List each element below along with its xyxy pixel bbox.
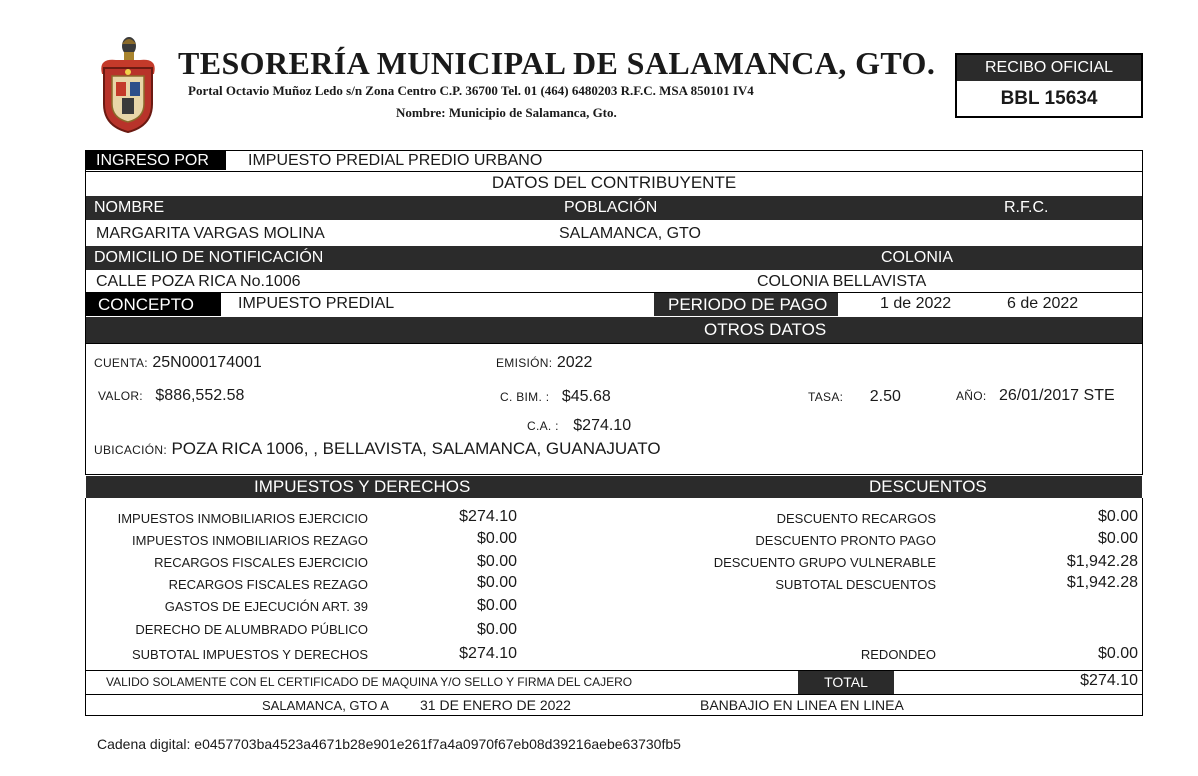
periodo-desde: 1 de 2022 [880, 295, 952, 312]
colonia-value: COLONIA BELLAVISTA [757, 273, 927, 290]
contribuyente-header-bar [86, 196, 1142, 220]
fecha-text: 31 DE ENERO DE 2022 [420, 697, 571, 713]
tasa-field [808, 388, 901, 406]
impuestos-descuentos-bar [86, 476, 1142, 498]
cbim-value: $45.68 [561, 388, 611, 405]
cbim-field [500, 388, 611, 406]
tasa-label: TASA: [808, 390, 844, 404]
ingreso-label: INGRESO POR [86, 151, 226, 170]
contribuyente-section-title: DATOS DEL CONTRIBUYENTE [491, 173, 737, 192]
valor-field [98, 387, 244, 405]
divider [85, 670, 1143, 671]
receipt-number: BBL 15634 [1000, 88, 1098, 109]
impuestos-row-label: RECARGOS FISCALES REZAGO [168, 577, 368, 592]
descuentos-row-label: DESCUENTO GRUPO VULNERABLE [713, 555, 936, 570]
tasa-value: 2.50 [869, 388, 901, 405]
cadena-digital [97, 736, 681, 752]
domicilio-header-bar [86, 246, 1142, 270]
descuentos-row-value: $0.00 [1097, 508, 1138, 525]
cadena-label: Cadena digital: [97, 736, 191, 752]
divider [85, 694, 1143, 695]
lugar-text: SALAMANCA, GTO A [262, 698, 389, 713]
descuentos-row-label: DESCUENTO PRONTO PAGO [755, 533, 936, 548]
divider [85, 171, 1143, 172]
ubicacion-label: UBICACIÓN: [94, 443, 168, 457]
impuestos-row-value: $0.00 [476, 574, 517, 591]
impuestos-row-label: DERECHO DE ALUMBRADO PÚBLICO [135, 622, 368, 637]
impuestos-row-value: $0.00 [476, 621, 517, 638]
receipt-label: RECIBO OFICIAL [957, 55, 1141, 81]
anio-value: 26/01/2017 STE [999, 387, 1115, 404]
otros-datos-title: OTROS DATOS [704, 320, 827, 339]
validez-note: VALIDO SOLAMENTE CON EL CERTIFICADO DE MAQUINA Y/O SELLO Y FIRMA DEL CAJERO [106, 675, 633, 689]
ubicacion-value: POZA RICA 1006, , BELLAVISTA, SALAMANCA, GUANAJUATO [171, 439, 661, 458]
cuenta-label: CUENTA: [94, 356, 148, 370]
treasury-address: Portal Octavio Muñoz Ledo s/n Zona Centro C.P. 36700 Tel. 01 (464) 6480203 R.F.C. MSA 850101 IV4 [188, 83, 754, 98]
impuestos-row-label: GASTOS DE EJECUCIÓN ART. 39 [164, 599, 368, 614]
periodo-hasta: 6 de 2022 [1007, 295, 1079, 312]
impuestos-row-value: $274.10 [459, 508, 517, 525]
otros-datos-bar [86, 317, 1142, 343]
domicilio-value: CALLE POZA RICA No.1006 [96, 273, 301, 290]
treasury-nombre: Nombre: Municipio de Salamanca, Gto. [396, 105, 617, 120]
periodo-label: PERIODO DE PAGO [654, 293, 838, 316]
emision-value: 2022 [556, 354, 593, 371]
ca-label: C.A. : [527, 419, 559, 433]
anio-label: AÑO: [956, 389, 987, 403]
concepto-label: CONCEPTO [86, 293, 221, 316]
impuestos-row-value: $0.00 [476, 597, 517, 614]
valor-value: $886,552.58 [155, 387, 245, 404]
treasury-title: TESORERÍA MUNICIPAL DE SALAMANCA, GTO. [178, 45, 936, 81]
nombre-label: NOMBRE [94, 199, 165, 216]
ca-value: $274.10 [573, 417, 632, 434]
poblacion-label: POBLACIÓN [564, 199, 658, 216]
emision-label: EMISIÓN: [496, 356, 553, 370]
municipal-coat-of-arms [96, 34, 160, 134]
ubicacion-field [94, 439, 661, 459]
poblacion-value: SALAMANCA, GTO [559, 225, 701, 242]
impuestos-row-label: IMPUESTOS INMOBILIARIOS EJERCICIO [117, 511, 368, 526]
colonia-label: COLONIA [881, 249, 954, 266]
rfc-label: R.F.C. [1004, 199, 1049, 216]
impuestos-row-label: RECARGOS FISCALES EJERCICIO [154, 555, 368, 570]
cuenta-value: 25N000174001 [152, 354, 262, 371]
impuestos-subtotal-value: $274.10 [459, 645, 517, 662]
ingreso-value: IMPUESTO PREDIAL PREDIO URBANO [248, 152, 543, 169]
redondeo-value: $0.00 [1097, 645, 1138, 662]
descuentos-row-label: DESCUENTO RECARGOS [776, 511, 936, 526]
emision-field [496, 354, 592, 372]
descuentos-title: DESCUENTOS [869, 477, 987, 496]
anio-field [956, 387, 1115, 405]
total-value: $274.10 [1080, 672, 1138, 689]
ca-field [527, 417, 631, 435]
descuentos-row-value: $0.00 [1097, 530, 1138, 547]
valor-label: VALOR: [98, 389, 143, 403]
redondeo-label: REDONDEO [860, 647, 936, 662]
total-label: TOTAL [798, 671, 894, 694]
descuentos-subtotal-label: SUBTOTAL DESCUENTOS [775, 577, 936, 592]
nombre-value: MARGARITA VARGAS MOLINA [96, 225, 325, 242]
divider [85, 292, 1143, 293]
receipt-box [955, 53, 1143, 118]
cuenta-field [94, 354, 262, 372]
banco-text: BANBAJIO EN LINEA EN LINEA [700, 697, 904, 713]
descuentos-row-value: $1,942.28 [1066, 553, 1138, 570]
impuestos-subtotal-label: SUBTOTAL IMPUESTOS Y DERECHOS [132, 647, 368, 662]
cadena-value: e0457703ba4523a4671b28e901e261f7a4a0970f67eb08d39216aebe63730fb5 [194, 736, 681, 752]
impuestos-row-value: $0.00 [476, 553, 517, 570]
impuestos-title: IMPUESTOS Y DERECHOS [254, 477, 471, 496]
domicilio-label: DOMICILIO DE NOTIFICACIÓN [94, 249, 324, 266]
concepto-value: IMPUESTO PREDIAL [238, 295, 395, 312]
descuentos-subtotal-value: $1,942.28 [1066, 574, 1138, 591]
coat-of-arms-icon [96, 34, 160, 134]
cbim-label: C. BIM. : [500, 390, 550, 404]
impuestos-row-value: $0.00 [476, 530, 517, 547]
impuestos-row-label: IMPUESTOS INMOBILIARIOS REZAGO [132, 533, 368, 548]
